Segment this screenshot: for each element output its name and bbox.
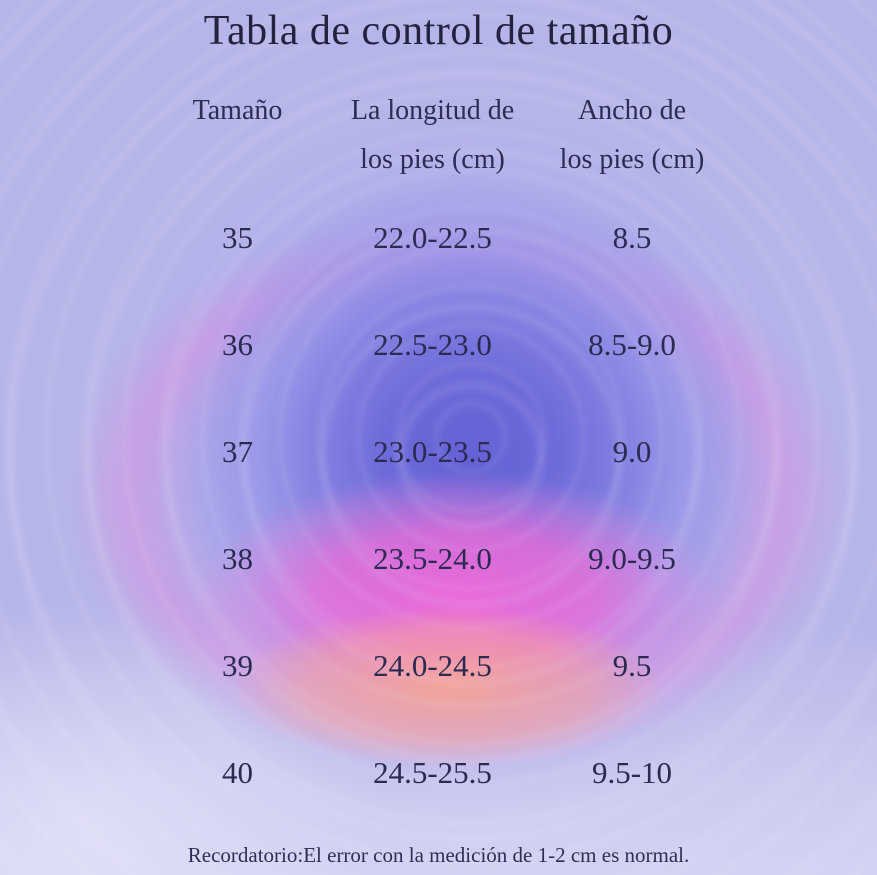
cell-width: 9.0 [612, 433, 652, 469]
header-foot-width-line2: los pies (cm) [559, 144, 705, 175]
size-table [140, 86, 734, 826]
cell-width: 8.5-9.0 [588, 326, 676, 362]
cell-length: 23.0-23.5 [373, 433, 492, 469]
cell-length: 22.5-23.0 [373, 326, 492, 362]
table-row [140, 398, 734, 505]
header-foot-width-line1: Ancho de [577, 95, 687, 126]
cell-size: 40 [222, 754, 253, 790]
cell-size: 39 [222, 647, 253, 683]
cell-length: 24.5-25.5 [373, 754, 492, 790]
chart-title: Tabla de control de tamaño [203, 8, 674, 54]
table-row [140, 719, 734, 826]
header-foot-length-line1: La longitud de [350, 95, 515, 126]
footer-note: Recordatorio:El error con la medición de 1-2 cm es normal. [187, 843, 690, 867]
cell-width: 9.5 [612, 647, 652, 683]
cell-size: 35 [222, 219, 253, 255]
cell-length: 24.0-24.5 [373, 647, 492, 683]
cell-size: 36 [222, 326, 253, 362]
header-foot-length [335, 86, 530, 184]
header-size [140, 86, 335, 184]
table-row [140, 184, 734, 291]
header-foot-length-line2: los pies (cm) [360, 144, 505, 175]
table-row [140, 612, 734, 719]
header-foot-width [530, 86, 734, 184]
table-row [140, 505, 734, 612]
table-row [140, 291, 734, 398]
cell-width: 9.0-9.5 [588, 540, 676, 576]
cell-width: 8.5 [612, 219, 652, 255]
cell-size: 37 [222, 433, 253, 469]
table-header [140, 86, 734, 184]
cell-width: 9.5-10 [591, 754, 673, 790]
cell-length: 23.5-24.0 [373, 540, 492, 576]
cell-length: 22.0-22.5 [373, 219, 492, 255]
header-size-label: Tamaño [192, 95, 283, 126]
cell-size: 38 [222, 540, 253, 576]
